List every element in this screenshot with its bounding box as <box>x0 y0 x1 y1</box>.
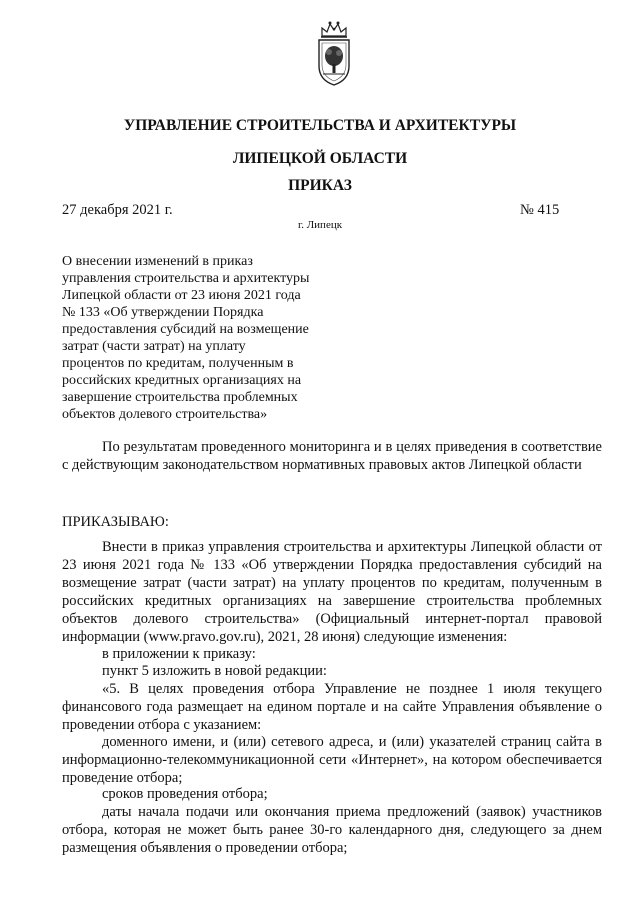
subject-line: управления строительства и архитектуры <box>62 271 310 286</box>
document-subject <box>62 253 347 423</box>
subject-line: затрат (части затрат) на уплату <box>62 339 246 354</box>
organization-name-line1: УПРАВЛЕНИЕ СТРОИТЕЛЬСТВА И АРХИТЕКТУРЫ <box>123 117 517 134</box>
subject-line: О внесении изменений в приказ <box>62 254 253 269</box>
subject-line: предоставления субсидий на возмещение <box>62 322 309 337</box>
subject-line: российских кредитных организациях на <box>62 373 302 388</box>
terms-line: сроков проведения отбора; <box>102 786 268 802</box>
dates-paragraph: даты начала подачи или окончания приема предложений (заявок) участников отбора, которая не может быть ранее 30-го календарного дня, следующего за днем размещения объявления о проведении отбора; <box>62 804 602 856</box>
document-date: 27 декабря 2021 г. <box>62 202 173 218</box>
coat-of-arms-icon <box>313 18 355 88</box>
appendix-line: в приложении к приказу: <box>102 646 256 662</box>
domain-paragraph: доменного имени, и (или) сетевого адреса, и (или) указателей страниц сайта в информационно-телекоммуникационной сети «Интернет», на котором обеспечивается проведение отбора; <box>62 734 602 786</box>
point5-line: пункт 5 изложить в новой редакции: <box>102 663 327 679</box>
subject-line: Липецкой области от 23 июня 2021 года <box>62 288 301 303</box>
document-type: ПРИКАЗ <box>288 177 352 194</box>
document-city: г. Липецк <box>297 219 343 231</box>
order-word: ПРИКАЗЫВАЮ: <box>62 514 169 530</box>
organization-name-line2: ЛИПЕЦКОЙ ОБЛАСТИ <box>232 150 408 167</box>
document-number: № 415 <box>520 202 560 218</box>
amendment-paragraph: Внести в приказ управления строительства и архитектуры Липецкой области от 23 июня 2021 года № 133 «Об утверждении Порядка предоставления субсидий на возмещение затрат (части затрат) на уплату процентов по кредитам, полученным в российских кредитных организациях на завершение строительства проблемных объектов долевого строительства» (Официальный интернет-портал правовой информации (www.pravo.gov.ru), 2021, 28 июня) следующие изменения: <box>62 539 602 645</box>
subject-line: объектов долевого строительства» <box>62 407 268 422</box>
subject-line: завершение строительства проблемных <box>62 390 298 405</box>
point5-paragraph: «5. В целях проведения отбора Управление не позднее 1 июля текущего финансового года размещает на едином портале и на сайте Управления объявление о проведении отбора с указанием: <box>62 681 602 733</box>
subject-line: процентов по кредитам, полученным в <box>62 356 294 371</box>
subject-line: № 133 «Об утверждении Порядка <box>62 305 264 320</box>
preamble-paragraph: По результатам проведенного мониторинга и в целях приведения в соответствие с действующим законодательством нормативных правовых актов Липецкой области <box>62 439 602 473</box>
